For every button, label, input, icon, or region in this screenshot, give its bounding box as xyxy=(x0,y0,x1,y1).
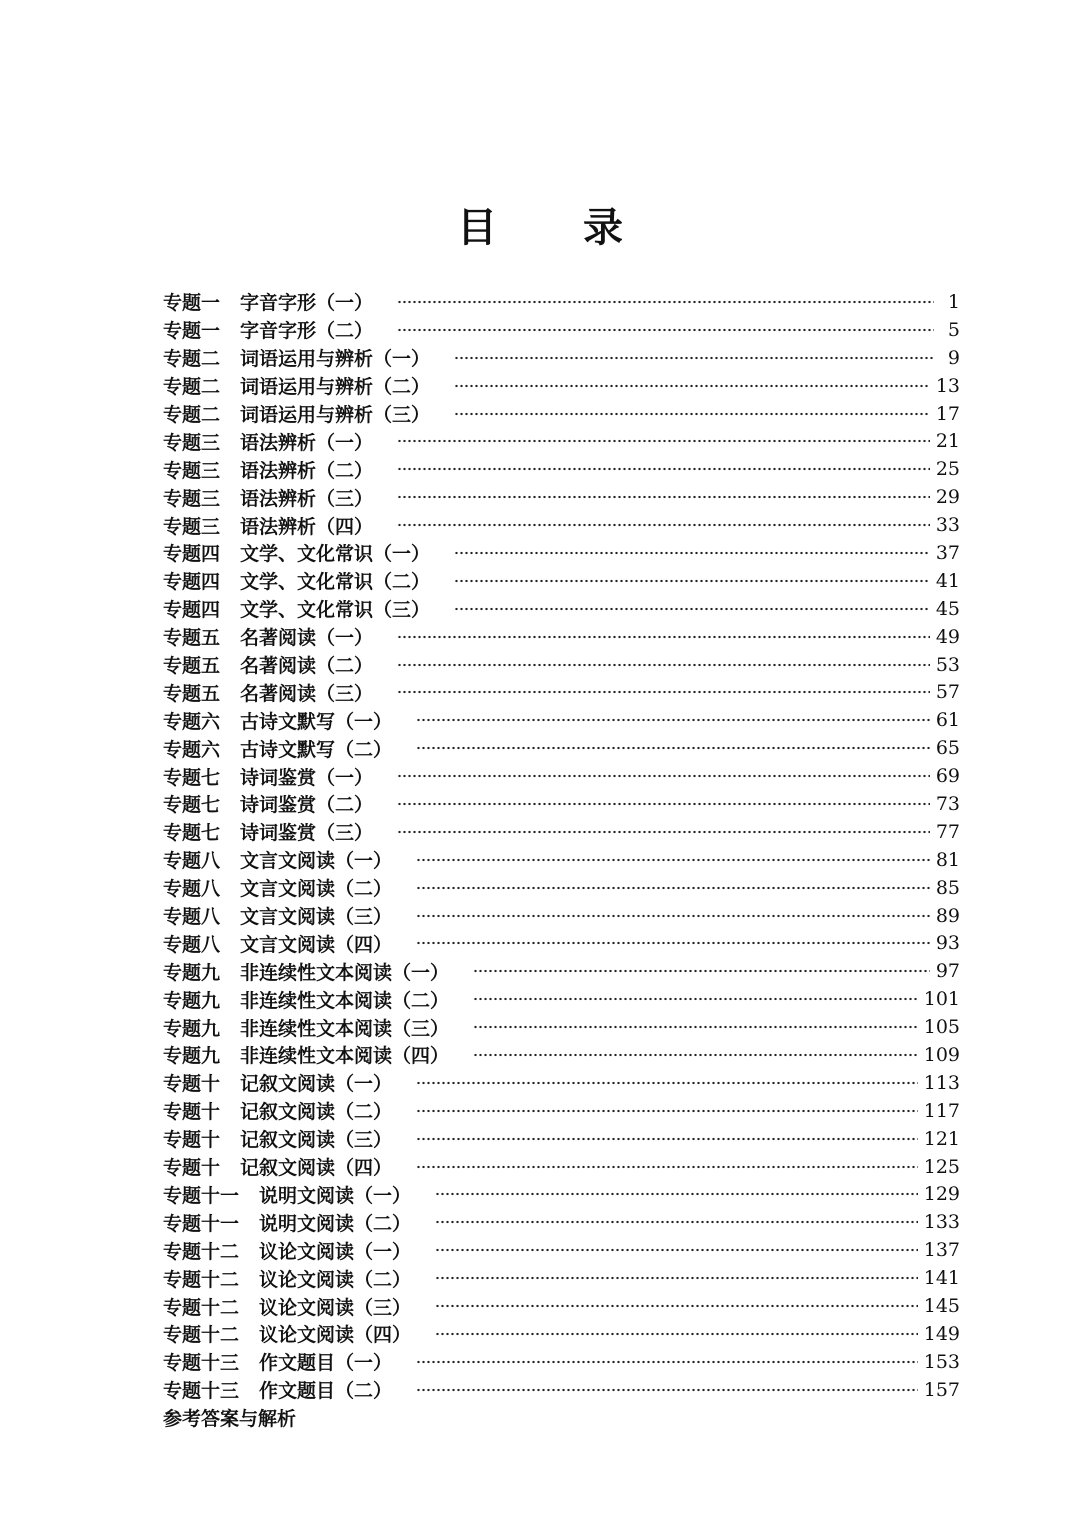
toc-page-number: 153 xyxy=(923,1350,960,1373)
toc-entry[interactable] xyxy=(163,678,960,706)
toc-topic: 专题十二 xyxy=(163,1268,240,1291)
dot-leader xyxy=(416,717,930,723)
toc-page-number: 125 xyxy=(923,1155,960,1178)
toc-topic: 专题三 xyxy=(163,431,221,454)
dot-leader xyxy=(397,522,930,528)
toc-entry[interactable] xyxy=(163,985,960,1013)
toc-section-title: 名著阅读（二） xyxy=(240,655,374,678)
toc-topic: 专题三 xyxy=(163,515,221,538)
toc-page-number: 145 xyxy=(923,1295,960,1317)
toc-entry[interactable] xyxy=(163,1069,960,1097)
toc-section-title: 非连续性文本阅读（四） xyxy=(240,1045,450,1068)
dot-leader xyxy=(473,1024,918,1030)
toc-page-number: 69 xyxy=(935,765,960,788)
toc-section-title: 字音字形（一） xyxy=(240,292,374,315)
toc-topic: 专题七 xyxy=(163,822,221,845)
toc-section-title: 词语运用与辨析（一） xyxy=(240,348,431,371)
toc-section-title: 非连续性文本阅读（一） xyxy=(240,961,450,984)
toc-section-title: 诗词鉴赏（一） xyxy=(240,766,374,789)
table-of-contents xyxy=(163,288,960,1404)
toc-topic: 专题二 xyxy=(163,348,221,371)
dot-leader xyxy=(416,1080,918,1086)
dot-leader xyxy=(435,1303,918,1309)
toc-page-number: 101 xyxy=(923,988,960,1011)
toc-entry[interactable] xyxy=(163,288,960,316)
toc-entry[interactable] xyxy=(163,1013,960,1041)
toc-entry[interactable] xyxy=(163,874,960,902)
toc-section-title: 诗词鉴赏（二） xyxy=(240,794,374,817)
toc-page-number: 77 xyxy=(935,820,960,843)
dot-leader xyxy=(416,857,930,863)
toc-section-title: 议论文阅读（一） xyxy=(259,1240,412,1263)
toc-section-title: 诗词鉴赏（三） xyxy=(240,822,374,845)
toc-page-number: 25 xyxy=(935,458,960,481)
toc-page-number: 97 xyxy=(935,960,960,983)
toc-page-number: 21 xyxy=(935,430,960,453)
page-title: 目 录 xyxy=(457,205,659,251)
dot-leader xyxy=(454,355,934,361)
toc-section-title: 记叙文阅读（二） xyxy=(240,1101,393,1124)
toc-topic: 专题三 xyxy=(163,459,221,482)
toc-topic: 专题九 xyxy=(163,989,221,1012)
toc-page-number: 117 xyxy=(923,1099,960,1122)
dot-leader xyxy=(397,494,930,500)
toc-topic: 专题十 xyxy=(163,1157,221,1180)
toc-topic: 专题四 xyxy=(163,571,221,594)
toc-page-number: 141 xyxy=(923,1267,960,1290)
toc-section-title: 作文题目（二） xyxy=(259,1380,393,1403)
dot-leader xyxy=(473,1052,918,1058)
toc-section-title: 记叙文阅读（一） xyxy=(240,1073,393,1096)
toc-topic: 专题四 xyxy=(163,599,221,622)
toc-page-number: 89 xyxy=(935,904,960,927)
toc-topic: 专题八 xyxy=(163,933,221,956)
toc-topic: 专题九 xyxy=(163,1017,221,1040)
toc-section-title: 文言文阅读（一） xyxy=(240,850,393,873)
toc-entry[interactable] xyxy=(163,929,960,957)
toc-topic: 专题十三 xyxy=(163,1352,240,1375)
dot-leader xyxy=(435,1247,918,1253)
dot-leader xyxy=(397,801,930,807)
toc-entry[interactable] xyxy=(163,400,960,428)
toc-topic: 专题三 xyxy=(163,487,221,510)
toc-entry[interactable] xyxy=(163,483,960,511)
toc-section-title: 非连续性文本阅读（三） xyxy=(240,1017,450,1040)
toc-section-title: 语法辨析（三） xyxy=(240,487,374,510)
toc-topic: 专题八 xyxy=(163,850,221,873)
toc-page-number: 73 xyxy=(935,792,960,815)
toc-topic: 专题九 xyxy=(163,1045,221,1068)
toc-entry[interactable] xyxy=(163,344,960,372)
toc-entry[interactable] xyxy=(163,1041,960,1069)
toc-page-number: 49 xyxy=(935,625,960,648)
toc-page-number: 93 xyxy=(935,932,960,955)
toc-section-title: 文学、文化常识（二） xyxy=(240,571,431,594)
toc-section-title: 记叙文阅读（四） xyxy=(240,1157,393,1180)
toc-page-number: 1 xyxy=(947,290,960,313)
toc-page-number: 105 xyxy=(923,1016,960,1039)
toc-entry[interactable] xyxy=(163,595,960,623)
toc-section-title: 文学、文化常识（一） xyxy=(240,543,431,566)
toc-topic: 专题十一 xyxy=(163,1212,240,1235)
dot-leader xyxy=(416,1359,918,1365)
toc-section-title: 文言文阅读（四） xyxy=(240,933,393,956)
toc-section-title: 议论文阅读（四） xyxy=(259,1324,412,1347)
dot-leader xyxy=(397,327,934,333)
toc-page-number: 85 xyxy=(935,876,960,899)
toc-entry[interactable] xyxy=(163,1125,960,1153)
toc-topic: 专题十二 xyxy=(163,1240,240,1263)
dot-leader xyxy=(416,1387,918,1393)
toc-page-number: 121 xyxy=(923,1127,960,1150)
dot-leader xyxy=(473,996,918,1002)
toc-entry[interactable] xyxy=(163,706,960,734)
toc-page-number: 133 xyxy=(923,1211,960,1234)
toc-topic: 专题十二 xyxy=(163,1324,240,1347)
dot-leader xyxy=(397,466,930,472)
toc-topic: 专题十 xyxy=(163,1101,221,1124)
toc-section-title: 议论文阅读（三） xyxy=(259,1296,412,1319)
dot-leader xyxy=(397,634,930,640)
toc-section-title: 文学、文化常识（三） xyxy=(240,599,431,622)
toc-entry[interactable] xyxy=(163,651,960,679)
dot-leader xyxy=(416,885,930,891)
dot-leader xyxy=(435,1191,918,1197)
toc-page-number: 17 xyxy=(935,402,960,425)
toc-section-title: 说明文阅读（二） xyxy=(259,1212,412,1235)
toc-section-title: 语法辨析（一） xyxy=(240,431,374,454)
dot-leader xyxy=(397,829,930,835)
dot-leader xyxy=(473,968,930,974)
toc-section-title: 记叙文阅读（三） xyxy=(240,1129,393,1152)
toc-topic: 专题八 xyxy=(163,878,221,901)
toc-entry[interactable] xyxy=(163,567,960,595)
toc-section-title: 语法辨析（四） xyxy=(240,515,374,538)
toc-section-title: 词语运用与辨析（二） xyxy=(240,376,431,399)
dot-leader xyxy=(454,383,930,389)
toc-entry[interactable] xyxy=(163,623,960,651)
dot-leader xyxy=(397,438,930,444)
dot-leader xyxy=(397,662,930,668)
toc-page-number: 57 xyxy=(935,681,960,704)
toc-topic: 专题四 xyxy=(163,543,221,566)
toc-page-number: 9 xyxy=(947,346,960,369)
dot-leader xyxy=(454,606,930,612)
toc-entry[interactable] xyxy=(163,1264,960,1292)
toc-entry[interactable] xyxy=(163,957,960,985)
toc-section-title: 非连续性文本阅读（二） xyxy=(240,989,450,1012)
dot-leader xyxy=(397,299,934,305)
toc-topic: 专题五 xyxy=(163,627,221,650)
toc-page-number: 29 xyxy=(935,486,960,509)
toc-entry[interactable] xyxy=(163,1208,960,1236)
toc-entry[interactable] xyxy=(163,511,960,539)
toc-entry[interactable] xyxy=(163,539,960,567)
toc-entry[interactable] xyxy=(163,762,960,790)
toc-entry[interactable] xyxy=(163,902,960,930)
toc-section-title: 说明文阅读（一） xyxy=(259,1184,412,1207)
toc-page-number: 65 xyxy=(935,737,960,760)
toc-entry[interactable] xyxy=(163,1097,960,1125)
toc-topic: 专题八 xyxy=(163,906,221,929)
toc-page-number: 113 xyxy=(923,1071,960,1094)
toc-entry[interactable] xyxy=(163,1348,960,1376)
toc-page-number: 109 xyxy=(923,1043,960,1066)
toc-topic: 专题一 xyxy=(163,320,221,343)
toc-entry[interactable] xyxy=(163,1376,960,1404)
dot-leader xyxy=(416,1136,918,1142)
toc-topic: 专题十二 xyxy=(163,1296,240,1319)
dot-leader xyxy=(454,578,930,584)
toc-page-number: 53 xyxy=(935,653,960,676)
toc-section-title: 词语运用与辨析（三） xyxy=(240,404,431,426)
toc-page-number: 5 xyxy=(947,318,960,341)
toc-topic: 专题十三 xyxy=(163,1380,240,1403)
toc-page-number: 129 xyxy=(923,1183,960,1206)
toc-topic: 专题一 xyxy=(163,292,221,315)
toc-topic: 专题十 xyxy=(163,1129,221,1152)
toc-page-number: 137 xyxy=(923,1239,960,1262)
toc-topic: 专题二 xyxy=(163,376,221,399)
toc-entry[interactable] xyxy=(163,734,960,762)
toc-entry[interactable] xyxy=(163,1153,960,1181)
toc-page-number: 33 xyxy=(935,514,960,537)
toc-section-title: 文言文阅读（三） xyxy=(240,906,393,929)
toc-page-number: 157 xyxy=(923,1378,960,1401)
toc-topic: 专题七 xyxy=(163,794,221,817)
toc-section-title: 古诗文默写（二） xyxy=(240,738,393,761)
toc-entry[interactable] xyxy=(163,846,960,874)
toc-page-number: 37 xyxy=(935,541,960,564)
dot-leader xyxy=(435,1275,918,1281)
toc-topic: 专题五 xyxy=(163,655,221,678)
toc-page-number: 61 xyxy=(935,709,960,732)
toc-topic: 专题二 xyxy=(163,404,221,426)
dot-leader xyxy=(416,913,930,919)
toc-section-title: 作文题目（一） xyxy=(259,1352,393,1375)
toc-topic: 专题六 xyxy=(163,738,221,761)
toc-entry[interactable] xyxy=(163,455,960,483)
toc-section-title: 字音字形（二） xyxy=(240,320,374,343)
toc-topic: 专题六 xyxy=(163,710,221,733)
toc-section-title: 古诗文默写（一） xyxy=(240,710,393,733)
answers-entry[interactable]: 参考答案与解析 xyxy=(163,1408,297,1430)
toc-page-number: 45 xyxy=(935,597,960,620)
dot-leader xyxy=(454,550,930,556)
toc-section-title: 名著阅读（一） xyxy=(240,627,374,650)
dot-leader xyxy=(416,1108,918,1114)
toc-page-number: 13 xyxy=(935,374,960,397)
toc-page-number: 41 xyxy=(935,569,960,592)
dot-leader xyxy=(435,1219,918,1225)
toc-entry[interactable] xyxy=(163,1292,960,1320)
toc-entry[interactable] xyxy=(163,1236,960,1264)
toc-entry[interactable] xyxy=(163,818,960,846)
toc-page-number: 81 xyxy=(935,848,960,871)
dot-leader xyxy=(416,940,930,946)
toc-page-number: 149 xyxy=(923,1322,960,1345)
toc-entry[interactable] xyxy=(163,372,960,400)
toc-topic: 专题十 xyxy=(163,1073,221,1096)
toc-entry[interactable] xyxy=(163,427,960,455)
toc-topic: 专题十一 xyxy=(163,1184,240,1207)
dot-leader xyxy=(435,1331,918,1337)
toc-topic: 专题五 xyxy=(163,682,221,705)
toc-entry[interactable] xyxy=(163,1181,960,1209)
dot-leader xyxy=(397,689,930,695)
dot-leader xyxy=(416,745,930,751)
dot-leader xyxy=(454,411,930,417)
dot-leader xyxy=(416,1164,918,1170)
toc-topic: 专题九 xyxy=(163,961,221,984)
toc-topic: 专题七 xyxy=(163,766,221,789)
dot-leader xyxy=(397,773,930,779)
toc-section-title: 语法辨析（二） xyxy=(240,459,374,482)
toc-section-title: 名著阅读（三） xyxy=(240,682,374,705)
toc-section-title: 文言文阅读（二） xyxy=(240,878,393,901)
toc-entry[interactable] xyxy=(163,316,960,344)
toc-section-title: 议论文阅读（二） xyxy=(259,1268,412,1291)
toc-entry[interactable] xyxy=(163,790,960,818)
toc-entry[interactable] xyxy=(163,1320,960,1348)
